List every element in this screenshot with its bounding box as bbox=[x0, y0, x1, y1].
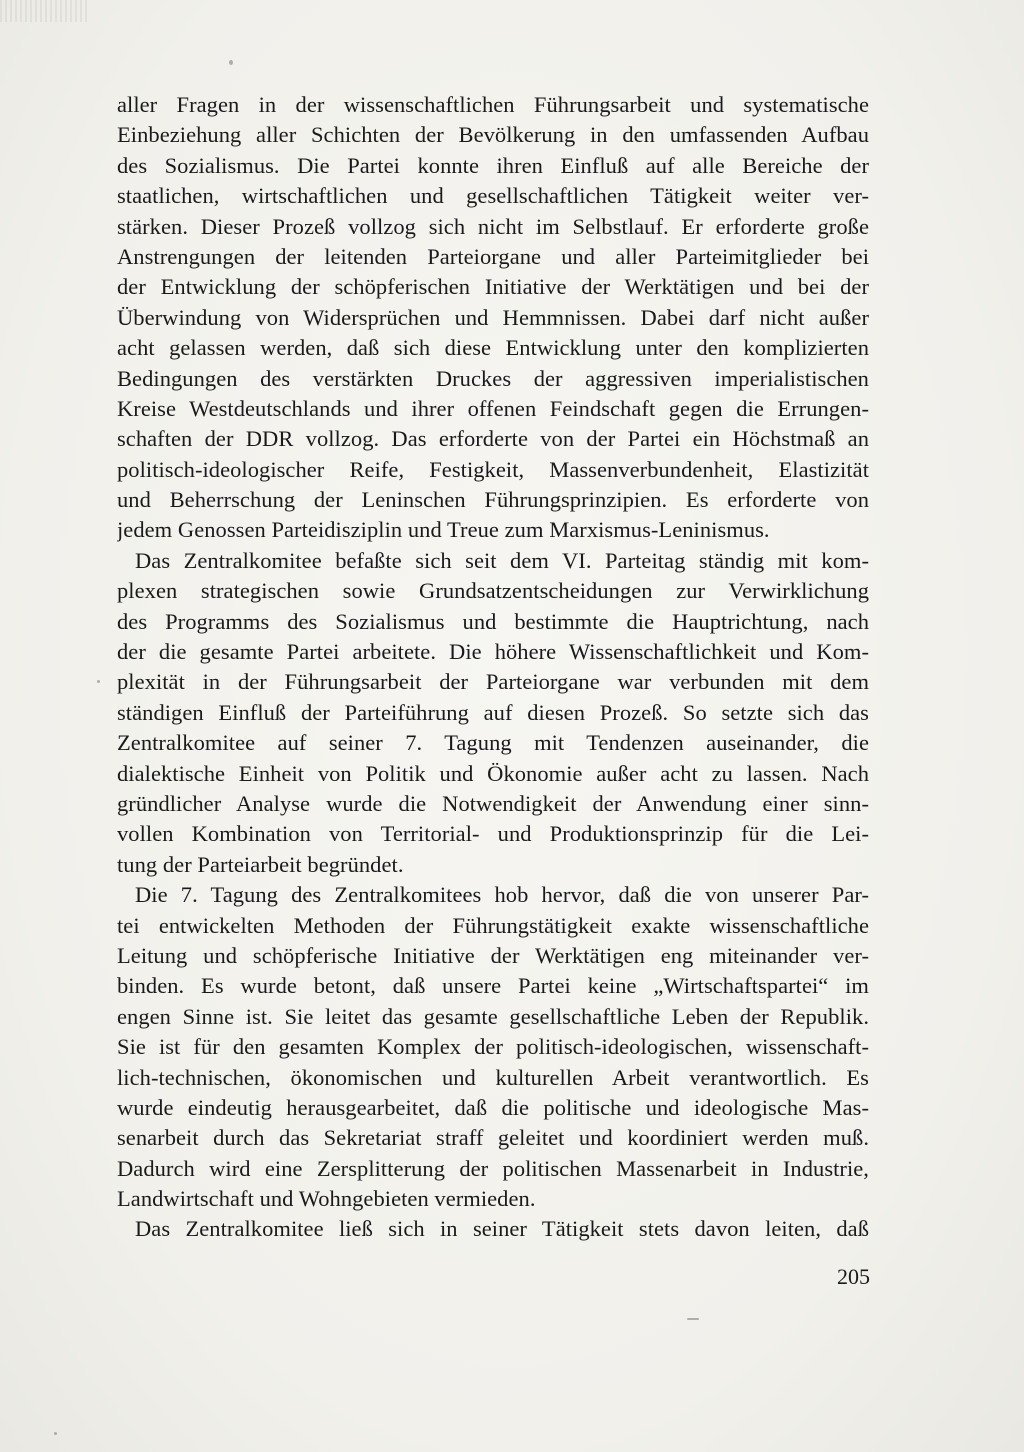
text-line: tung der Parteiarbeit begründet. bbox=[117, 851, 404, 877]
page-number: 205 bbox=[837, 1264, 870, 1289]
text-line: Zentralkomitee auf seiner 7. Tagung mit Tendenzen auseinander, die bbox=[117, 730, 869, 756]
text-line: Überwindung von Widersprüchen und Hemmnissen. Dabei darf nicht außer bbox=[117, 304, 869, 330]
text-line: wurde eindeutig herausgearbeitet, daß die politische und ideologische Mas- bbox=[117, 1094, 869, 1120]
text-line: Das Zentralkomitee befaßte sich seit dem VI. Parteitag ständig mit kom- bbox=[135, 547, 869, 573]
text-line: Dadurch wird eine Zersplitterung der politischen Massenarbeit in Industrie, bbox=[117, 1155, 869, 1181]
scan-noise bbox=[0, 0, 90, 22]
text-line: Landwirtschaft und Wohngebieten vermieden. bbox=[117, 1186, 536, 1212]
text-line: vollen Kombination von Territorial- und Produktionsprinzip für die Lei- bbox=[117, 821, 869, 847]
text-line: senarbeit durch das Sekretariat straff geleitet und koordiniert werden muß. bbox=[117, 1125, 869, 1151]
text-line: stärken. Dieser Prozeß vollzog sich nicht im Selbstlauf. Er erforderte große bbox=[117, 213, 869, 239]
text-line: ständigen Einfluß der Parteiführung auf diesen Prozeß. So setzte sich das bbox=[117, 699, 869, 725]
text-line: plexen strategischen sowie Grundsatzentscheidungen zur Verwirklichung bbox=[117, 578, 869, 604]
text-line: binden. Es wurde betont, daß unsere Partei keine „Wirtschaftspartei“ im bbox=[117, 973, 869, 999]
text-line: schaften der DDR vollzog. Das erforderte von der Partei ein Höchstmaß an bbox=[117, 426, 869, 452]
text-line: engen Sinne ist. Sie leitet das gesamte gesellschaftliche Leben der Republik. bbox=[117, 1003, 869, 1029]
scan-speck bbox=[687, 1318, 699, 1320]
text-line: acht gelassen werden, daß sich diese Entwicklung unter den komplizierten bbox=[117, 335, 869, 361]
text-line: politisch-ideologischer Reife, Festigkeit, Massenverbundenheit, Elastizität bbox=[117, 456, 869, 482]
body-text bbox=[117, 90, 869, 1245]
text-line: gründlicher Analyse wurde die Notwendigkeit der Anwendung einer sinn- bbox=[117, 790, 869, 816]
text-line: Kreise Westdeutschlands und ihrer offenen Feindschaft gegen die Errungen- bbox=[117, 395, 869, 421]
scan-speck bbox=[97, 680, 100, 683]
text-line: Das Zentralkomitee ließ sich in seiner Tätigkeit stets davon leiten, daß bbox=[135, 1216, 869, 1242]
text-line: des Programms des Sozialismus und bestimmte die Hauptrichtung, nach bbox=[117, 608, 869, 634]
text-line: des Sozialismus. Die Partei konnte ihren Einfluß auf alle Bereiche der bbox=[117, 152, 869, 178]
text-line: der die gesamte Partei arbeitete. Die höhere Wissenschaftlichkeit und Kom- bbox=[117, 639, 869, 665]
text-line: Leitung und schöpferische Initiative der Werktätigen eng miteinander ver- bbox=[117, 942, 869, 968]
text-line: Sie ist für den gesamten Komplex der politisch-ideologischen, wissenschaft- bbox=[117, 1034, 869, 1060]
text-line: dialektische Einheit von Politik und Ökonomie außer acht zu lassen. Nach bbox=[117, 760, 869, 786]
text-line: tei entwickelten Methoden der Führungstätigkeit exakte wissenschaftliche bbox=[117, 912, 869, 938]
text-line: Die 7. Tagung des Zentralkomitees hob hervor, daß die von unserer Par- bbox=[135, 882, 869, 908]
text-line: Einbeziehung aller Schichten der Bevölkerung in den umfassenden Aufbau bbox=[117, 122, 869, 148]
text-line: lich-technischen, ökonomischen und kulturellen Arbeit verantwortlich. Es bbox=[117, 1064, 869, 1090]
scan-speck bbox=[54, 1432, 57, 1435]
scan-speck bbox=[229, 60, 233, 65]
text-line: plexität in der Führungsarbeit der Parteiorgane war verbunden mit dem bbox=[117, 669, 869, 695]
text-line: Bedingungen des verstärkten Druckes der aggressiven imperialistischen bbox=[117, 365, 869, 391]
text-line: jedem Genossen Parteidisziplin und Treue zum Marxismus-Leninismus. bbox=[117, 517, 770, 543]
text-line: und Beherrschung der Leninschen Führungsprinzipien. Es erforderte von bbox=[117, 487, 869, 513]
text-line: Anstrengungen der leitenden Parteiorgane und aller Parteimitglieder bei bbox=[117, 243, 869, 269]
text-line: aller Fragen in der wissenschaftlichen Führungsarbeit und systematische bbox=[117, 92, 869, 117]
text-line: staatlichen, wirtschaftlichen und gesellschaftlichen Tätigkeit weiter ver- bbox=[117, 183, 869, 209]
text-line: der Entwicklung der schöpferischen Initiative der Werktätigen und bei der bbox=[117, 274, 869, 300]
